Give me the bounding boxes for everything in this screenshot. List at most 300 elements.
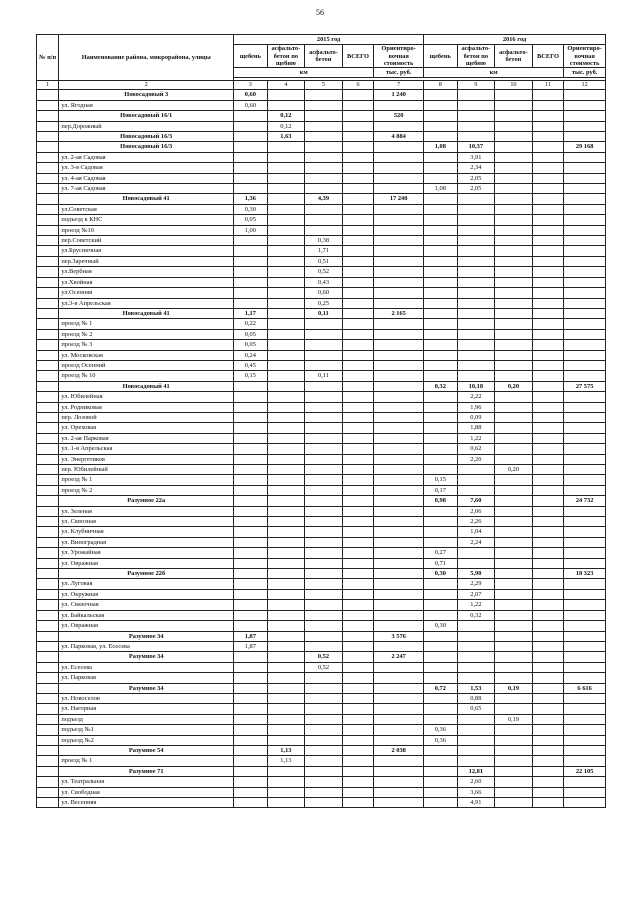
- cell-c11: [532, 329, 563, 339]
- cell-c8: 0,71: [424, 558, 458, 568]
- cell-c11: [532, 652, 563, 662]
- cell-c8: [424, 121, 458, 131]
- cell-c9: 0,65: [457, 704, 495, 714]
- cell-c1: [37, 652, 59, 662]
- cell-c5: [305, 319, 343, 329]
- street-name: проезд № 1: [59, 756, 234, 766]
- cell-c12: [564, 288, 606, 298]
- cell-c3: [234, 184, 268, 194]
- cell-c6: [342, 225, 373, 235]
- cell-c9: [457, 121, 495, 131]
- street-row: [37, 152, 606, 162]
- street-name: ул. Юбилейная: [59, 392, 234, 402]
- cell-c4: [267, 412, 305, 422]
- cell-c11: [532, 517, 563, 527]
- cell-c12: [564, 152, 606, 162]
- cell-c7: [374, 277, 424, 287]
- street-row: [37, 433, 606, 443]
- cell-c4: 0,12: [267, 121, 305, 131]
- cell-c10: 0,20: [495, 465, 533, 475]
- cell-c6: [342, 256, 373, 266]
- cell-c11: [532, 641, 563, 651]
- street-row: [37, 340, 606, 350]
- column-number: 7: [374, 81, 424, 90]
- cell-c7: [374, 537, 424, 547]
- cell-c3: [234, 412, 268, 422]
- cell-c5: [305, 132, 343, 142]
- cell-c3: [234, 423, 268, 433]
- cell-c6: [342, 589, 373, 599]
- cell-c12: [564, 371, 606, 381]
- district-name: Разумное 34: [59, 652, 234, 662]
- cell-c9: [457, 735, 495, 745]
- cell-c10: [495, 308, 533, 318]
- cell-c6: [342, 288, 373, 298]
- cell-c1: [37, 142, 59, 152]
- cell-c12: [564, 485, 606, 495]
- cell-c7: [374, 756, 424, 766]
- street-name: ул. Парковая, ул. Есесева: [59, 641, 234, 651]
- cell-c6: [342, 163, 373, 173]
- cell-c6: [342, 662, 373, 672]
- unit-rub-2016: тыс. руб.: [564, 68, 606, 78]
- cell-c5: [305, 433, 343, 443]
- district-row: [37, 652, 606, 662]
- cell-c6: [342, 517, 373, 527]
- cell-c3: [234, 537, 268, 547]
- cell-c3: [234, 142, 268, 152]
- cell-c8: [424, 267, 458, 277]
- cell-c1: [37, 548, 59, 558]
- cell-c9: 2,05: [457, 173, 495, 183]
- cell-c6: [342, 496, 373, 506]
- cell-c9: [457, 340, 495, 350]
- cell-c11: [532, 121, 563, 131]
- cell-c4: [267, 798, 305, 808]
- cell-c3: [234, 517, 268, 527]
- district-row: [37, 111, 606, 121]
- cell-c8: [424, 798, 458, 808]
- cell-c10: [495, 485, 533, 495]
- cell-c3: 1,00: [234, 225, 268, 235]
- street-name: ул. Зеленая: [59, 506, 234, 516]
- cell-c9: [457, 485, 495, 495]
- cell-c5: [305, 506, 343, 516]
- cell-c3: [234, 402, 268, 412]
- cell-c1: [37, 215, 59, 225]
- cell-c5: [305, 714, 343, 724]
- cell-c12: [564, 329, 606, 339]
- cell-c1: [37, 100, 59, 110]
- cell-c10: [495, 475, 533, 485]
- cell-c12: [564, 173, 606, 183]
- cell-c12: 29 168: [564, 142, 606, 152]
- cell-c3: 1,87: [234, 641, 268, 651]
- cell-c6: [342, 735, 373, 745]
- street-row: [37, 412, 606, 422]
- cell-c3: [234, 673, 268, 683]
- cell-c12: [564, 121, 606, 131]
- cell-c9: [457, 100, 495, 110]
- cell-c4: [267, 152, 305, 162]
- cell-c4: [267, 277, 305, 287]
- cell-c6: [342, 798, 373, 808]
- cell-c10: [495, 236, 533, 246]
- cell-c5: [305, 704, 343, 714]
- cell-c11: [532, 371, 563, 381]
- cell-c3: [234, 704, 268, 714]
- cell-c8: 0,30: [424, 569, 458, 579]
- cell-c5: 0,38: [305, 236, 343, 246]
- cell-c11: [532, 548, 563, 558]
- cell-c11: [532, 485, 563, 495]
- cell-c6: [342, 569, 373, 579]
- street-name: ул. Новоселов: [59, 693, 234, 703]
- cell-c3: [234, 298, 268, 308]
- cell-c7: 520: [374, 111, 424, 121]
- cell-c11: [532, 693, 563, 703]
- cell-c11: [532, 631, 563, 641]
- street-row: [37, 548, 606, 558]
- street-row: [37, 589, 606, 599]
- cell-c10: [495, 725, 533, 735]
- cell-c11: [532, 360, 563, 370]
- cell-c4: [267, 173, 305, 183]
- cell-c11: [532, 392, 563, 402]
- cell-c5: [305, 215, 343, 225]
- cell-c5: [305, 725, 343, 735]
- cell-c8: [424, 693, 458, 703]
- header-asphalt-2016: асфальто-бетон: [495, 45, 533, 68]
- cell-c10: [495, 256, 533, 266]
- cell-c3: [234, 652, 268, 662]
- cell-c3: [234, 610, 268, 620]
- cell-c10: [495, 798, 533, 808]
- cell-c4: [267, 569, 305, 579]
- cell-c4: [267, 142, 305, 152]
- cell-c4: [267, 673, 305, 683]
- cell-c12: [564, 756, 606, 766]
- cell-c6: [342, 340, 373, 350]
- street-name: ул. 2-ая Садовая: [59, 152, 234, 162]
- cell-c12: [564, 714, 606, 724]
- cell-c10: [495, 766, 533, 776]
- cell-c7: [374, 184, 424, 194]
- cell-c3: [234, 173, 268, 183]
- cell-c7: [374, 360, 424, 370]
- cell-c7: [374, 121, 424, 131]
- cell-c4: [267, 558, 305, 568]
- cell-c3: [234, 787, 268, 797]
- cell-c12: [564, 548, 606, 558]
- cell-c6: [342, 527, 373, 537]
- cell-c8: [424, 371, 458, 381]
- cell-c10: [495, 163, 533, 173]
- cell-c9: [457, 673, 495, 683]
- cell-c11: [532, 350, 563, 360]
- cell-c7: [374, 236, 424, 246]
- cell-c8: [424, 610, 458, 620]
- cell-c4: [267, 288, 305, 298]
- cell-c7: [374, 558, 424, 568]
- cell-c12: [564, 267, 606, 277]
- cell-c1: [37, 579, 59, 589]
- cell-c3: 0,05: [234, 329, 268, 339]
- street-name: ул.Вербная: [59, 267, 234, 277]
- cell-c6: [342, 121, 373, 131]
- street-row: [37, 798, 606, 808]
- cell-c10: [495, 548, 533, 558]
- cell-c8: [424, 152, 458, 162]
- cell-c3: [234, 288, 268, 298]
- district-name: Новосадовый 41: [59, 194, 234, 204]
- header-asphalt-gravel-2016: асфальто-бетон по щебню: [457, 45, 495, 68]
- header-gravel-2016: щебень: [424, 45, 458, 68]
- cell-c8: [424, 350, 458, 360]
- cell-c8: [424, 340, 458, 350]
- cell-c10: [495, 506, 533, 516]
- cell-c5: [305, 329, 343, 339]
- cell-c9: 1,22: [457, 433, 495, 443]
- street-name: подъезд: [59, 714, 234, 724]
- cell-c4: [267, 267, 305, 277]
- cell-c3: [234, 444, 268, 454]
- cell-c9: [457, 204, 495, 214]
- street-name: ул.Хвойная: [59, 277, 234, 287]
- street-name: ул. Ореховая: [59, 423, 234, 433]
- cell-c11: [532, 423, 563, 433]
- cell-c4: [267, 766, 305, 776]
- cell-c5: [305, 350, 343, 360]
- district-row: [37, 308, 606, 318]
- cell-c6: [342, 485, 373, 495]
- cell-c4: [267, 298, 305, 308]
- cell-c8: [424, 589, 458, 599]
- cell-c7: [374, 246, 424, 256]
- cell-c5: [305, 787, 343, 797]
- cell-c12: 22 105: [564, 766, 606, 776]
- cell-c10: [495, 454, 533, 464]
- street-name: ул.3-я Апрельская: [59, 298, 234, 308]
- cell-c9: 10,18: [457, 381, 495, 391]
- cell-c6: [342, 392, 373, 402]
- cell-c11: [532, 610, 563, 620]
- table-header: [37, 35, 606, 90]
- cell-c5: [305, 610, 343, 620]
- street-row: [37, 246, 606, 256]
- cell-c11: [532, 267, 563, 277]
- cell-c5: [305, 381, 343, 391]
- cell-c8: [424, 111, 458, 121]
- cell-c5: [305, 444, 343, 454]
- street-name: ул. Овражная: [59, 621, 234, 631]
- cell-c6: [342, 777, 373, 787]
- cell-c5: [305, 204, 343, 214]
- cell-c1: [37, 121, 59, 131]
- cell-c1: [37, 267, 59, 277]
- street-row: [37, 579, 606, 589]
- cell-c11: [532, 100, 563, 110]
- cell-c3: [234, 111, 268, 121]
- cell-c12: [564, 236, 606, 246]
- district-row: [37, 132, 606, 142]
- cell-c11: [532, 704, 563, 714]
- street-name: ул. Парковая: [59, 673, 234, 683]
- cell-c1: [37, 288, 59, 298]
- cell-c10: [495, 132, 533, 142]
- district-row: [37, 194, 606, 204]
- cell-c12: [564, 423, 606, 433]
- cell-c5: [305, 641, 343, 651]
- street-row: [37, 371, 606, 381]
- cell-c11: [532, 163, 563, 173]
- cell-c7: [374, 288, 424, 298]
- cell-c8: [424, 423, 458, 433]
- cell-c3: 0,22: [234, 319, 268, 329]
- column-number: 5: [305, 81, 343, 90]
- cell-c6: [342, 704, 373, 714]
- cell-c12: [564, 725, 606, 735]
- cell-c6: [342, 683, 373, 693]
- cell-c9: 3,91: [457, 152, 495, 162]
- cell-c9: [457, 329, 495, 339]
- cell-c9: 2,05: [457, 184, 495, 194]
- cell-c5: [305, 631, 343, 641]
- street-row: [37, 392, 606, 402]
- cell-c4: [267, 371, 305, 381]
- cell-c10: [495, 517, 533, 527]
- cell-c1: [37, 163, 59, 173]
- cell-c6: [342, 787, 373, 797]
- cell-c1: [37, 381, 59, 391]
- cell-c12: [564, 111, 606, 121]
- cell-c10: [495, 142, 533, 152]
- cell-c6: [342, 184, 373, 194]
- cell-c6: [342, 610, 373, 620]
- cell-c1: [37, 152, 59, 162]
- cell-c4: [267, 246, 305, 256]
- header-gravel-2015: щебень: [234, 45, 268, 68]
- cell-c10: [495, 610, 533, 620]
- cell-c5: [305, 621, 343, 631]
- cell-c6: [342, 111, 373, 121]
- cell-c5: [305, 454, 343, 464]
- cell-c4: [267, 340, 305, 350]
- cell-c7: [374, 714, 424, 724]
- cell-c11: [532, 90, 563, 100]
- cell-c11: [532, 152, 563, 162]
- cell-c4: [267, 256, 305, 266]
- cell-c8: [424, 173, 458, 183]
- cell-c1: [37, 340, 59, 350]
- cell-c7: [374, 225, 424, 235]
- header-number: № п/п: [37, 35, 59, 81]
- district-name: Разумное 54: [59, 745, 234, 755]
- cell-c10: [495, 215, 533, 225]
- cell-c8: [424, 652, 458, 662]
- cell-c8: [424, 392, 458, 402]
- cell-c7: [374, 454, 424, 464]
- cell-c9: [457, 132, 495, 142]
- cell-c1: [37, 204, 59, 214]
- street-row: [37, 777, 606, 787]
- cell-c8: 0,36: [424, 735, 458, 745]
- cell-c11: [532, 132, 563, 142]
- district-name: Новосадовый 16/3: [59, 132, 234, 142]
- cell-c9: [457, 360, 495, 370]
- cell-c6: [342, 319, 373, 329]
- cell-c8: [424, 444, 458, 454]
- cell-c10: [495, 412, 533, 422]
- street-name: проезд № 3: [59, 340, 234, 350]
- cell-c12: [564, 662, 606, 672]
- street-name: проезд № 2: [59, 485, 234, 495]
- cell-c7: [374, 329, 424, 339]
- cell-c10: 0,20: [495, 381, 533, 391]
- cell-c5: [305, 693, 343, 703]
- cell-c8: [424, 777, 458, 787]
- cell-c10: [495, 402, 533, 412]
- district-name: Разумное 71: [59, 766, 234, 776]
- cell-c7: [374, 766, 424, 776]
- cell-c11: [532, 777, 563, 787]
- cell-c10: [495, 184, 533, 194]
- street-row: [37, 517, 606, 527]
- cell-c4: [267, 735, 305, 745]
- cell-c12: [564, 204, 606, 214]
- cell-c12: [564, 558, 606, 568]
- cell-c1: [37, 569, 59, 579]
- cell-c5: [305, 163, 343, 173]
- cell-c5: [305, 798, 343, 808]
- cell-c12: [564, 475, 606, 485]
- cell-c8: [424, 756, 458, 766]
- cell-c1: [37, 371, 59, 381]
- street-name: ул. Весенняя: [59, 798, 234, 808]
- district-name: Разумное 22а: [59, 496, 234, 506]
- cell-c8: [424, 246, 458, 256]
- cell-c4: [267, 184, 305, 194]
- cell-c5: [305, 517, 343, 527]
- cell-c8: [424, 256, 458, 266]
- street-name: ул. Театральная: [59, 777, 234, 787]
- cell-c3: [234, 569, 268, 579]
- cell-c8: 0,17: [424, 485, 458, 495]
- cell-c12: [564, 693, 606, 703]
- cell-c10: [495, 194, 533, 204]
- street-row: [37, 787, 606, 797]
- cell-c11: [532, 142, 563, 152]
- cell-c6: [342, 90, 373, 100]
- cell-c1: [37, 360, 59, 370]
- cell-c10: [495, 204, 533, 214]
- cell-c7: [374, 506, 424, 516]
- district-name: Новосадовый 16/3: [59, 142, 234, 152]
- cell-c10: 0,19: [495, 714, 533, 724]
- cell-c6: [342, 360, 373, 370]
- cell-c12: 18 323: [564, 569, 606, 579]
- header-asphalt-2015: асфальто-бетон: [305, 45, 343, 68]
- cell-c8: 0,32: [424, 381, 458, 391]
- cell-c5: [305, 184, 343, 194]
- street-name: ул.Осенняя: [59, 288, 234, 298]
- cell-c1: [37, 704, 59, 714]
- cell-c1: [37, 766, 59, 776]
- street-name: ул. Урожайная: [59, 548, 234, 558]
- cell-c5: [305, 412, 343, 422]
- cell-c3: 1,36: [234, 194, 268, 204]
- cell-c8: [424, 225, 458, 235]
